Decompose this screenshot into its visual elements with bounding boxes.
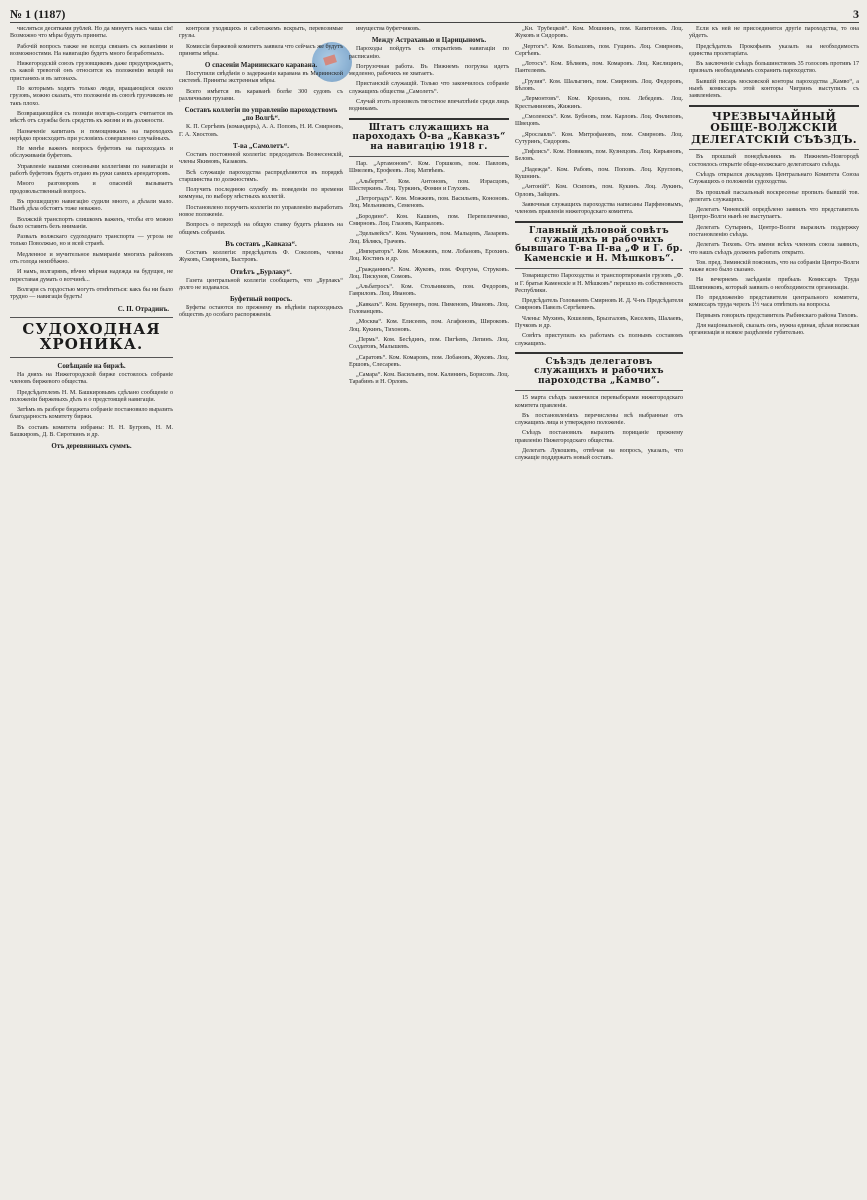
subheading: Отвѣтъ „Бурлаку“. [230, 267, 292, 276]
crew-entry: „Москва“. Ком. Елисеевъ, пом. Агафоновъ, Широковъ. Лоц. Кукинъ, Тихоновъ. [349, 319, 509, 333]
paragraph: контроля уходящихъ и саботажемъ вскрыть, перевозимые грузы. [179, 26, 343, 40]
subheading: Въ составъ „Кавказа“. [225, 239, 297, 248]
paragraph: Въ заключеніе съѣздъ большинствомъ 35 голосовъ противъ 17 призналъ необходимымъ сохранить пароходство. [689, 61, 859, 75]
paragraph: Назначеніе капитанъ и помощникамъ на пароходахъ нерѣдко происходитъ при условіяхъ совершенно случайныхъ. [10, 128, 173, 142]
crew-entry: „Ярославль“. Ком. Митрофановъ, пом. Смирновъ. Лоц. Сутуринъ, Сидоровъ. [515, 131, 683, 145]
subheading: О спасеніи Мариинскаго каравана. [204, 61, 318, 70]
crew-entry: „Лермонтовъ“. Ком. Крохинъ, пом. Лебедевъ. Лоц. Крестьяниновъ, Жижинъ. [515, 96, 683, 110]
author-signature: С. П. Отрадинъ. [117, 304, 169, 313]
crew-entry: „Самара“. Ком. Васильевъ, пом. Калининъ, Борисовъ. Лоц. Тарабинъ и Н. Орловъ. [349, 372, 509, 386]
paragraph: Вопросъ о переходѣ на общую ставку будетъ рѣшенъ на общемъ собраніи. [179, 222, 343, 236]
paragraph: Рабочій вопросъ также не всегда связанъ съ желаніями и возможностями. На навигацію будетъ много безработныхъ. [10, 43, 173, 57]
paragraph: Тов. пред. Зиминскій пояснилъ, что на собраніи Центро-Волги также ясно было сказано. [689, 259, 859, 274]
crew-entry: „Кавказъ“. Ком. Бруннеръ, пом. Пименовъ, Ивановъ. Лоц. Голованцевъ. [349, 301, 509, 316]
paragraph: числяться десятками рублей. Но да минуетъ насъ чаша сія! Возможно что мѣры будутъ приняты. [10, 26, 173, 40]
paragraph: Не менѣе важенъ вопросъ буфетовъ на пароходахъ и обслуживанія буфетовъ. [10, 146, 173, 160]
crew-entry: „Чертогъ“. Ком. Большовъ, пом. Гущинъ. Лоц. Смирновъ, Сергѣевъ. [515, 43, 683, 57]
divider [515, 221, 683, 223]
paragraph: На вечернемъ засѣданіи прибыль Комиссаръ Труда Шляпниковъ, который заявилъ о необходимости организаціи. [689, 277, 859, 291]
divider [689, 149, 859, 150]
divider [515, 268, 683, 269]
paragraph: Совѣтъ приступилъ къ работамъ съ полнымъ составомъ служащихъ. [515, 333, 683, 347]
crew-entry: „Бородино“. Ком. Кашинъ, пом. Перепеличенко, Смирновъ. Лоц. Глазовъ, Капраловъ. [349, 213, 509, 228]
paragraph: Съѣздъ открылся докладомъ Центральнаго Комитета Союза Служащихъ о положеніи судоходства. [689, 171, 859, 186]
page-number: 3 [853, 6, 859, 21]
subheading: Составъ коллегіи по управленію пароходствомъ „по Волгѣ“. [184, 106, 338, 123]
crew-entry: „Надежда“. Ком. Рабовъ, пом. Поповъ. Лоц. Кругловъ, Кушнинъ. [515, 166, 683, 181]
crew-entry: „Лотосъ“. Ком. Бѣляевъ, пом. Комаровъ. Лоц. Кислицинъ, Пантелеевъ. [515, 61, 683, 75]
paragraph: Делегатъ Лукошевъ, отвѣчая на вопросъ, указалъ, что служащіе поддержатъ новый составъ. [515, 448, 683, 462]
divider [349, 118, 509, 120]
paragraph: Товарищество Пароходства и транспортированія грузовъ „Ф. и Г. братья Каменскіе и Н. Мѣшковъ“ перешло въ собственность Республики. [515, 273, 683, 294]
paragraph: Всего имѣется въ караванѣ болѣе 300 судовъ съ различными грузами. [179, 88, 343, 103]
paragraph: Много разговоровъ и опасеній вызываетъ продовольственный вопросъ. [10, 181, 173, 195]
crew-entry: „Эдельвейсъ“. Ком. Чуманинъ, пом. Мальцевъ, Лазаревъ. Лоц. Бѣлякъ, Грачевъ. [349, 231, 509, 245]
paragraph: Делегатъ Чиневскій опредѣлено заявилъ что представитель Центро-Волги нынѣ не выступаетъ. [689, 207, 859, 221]
subheading: Буфетный вопросъ. [229, 295, 293, 304]
section-headline: ЧРЕЗВЫЧАЙНЫЙ ОБЩЕ-ВОЛЖСКІЙ ДЕЛЕГАТСКІЙ СЪѢЗДЪ. [691, 109, 857, 146]
column-5 [689, 26, 859, 1192]
divider [10, 357, 173, 358]
paragraph: Получить последнюю службу въ поведеніи по времени коммуны, по выбору мѣстныхъ коллегій. [179, 187, 343, 201]
crew-entry: „Грузия“. Ком. Шалыгинъ, пом. Смирновъ. Лоц. Федоровъ, Бѣловъ. [515, 78, 683, 93]
paragraph: Затѣмъ въ разборе бюджета собраніе постановило выразить благодарность комитету биржи. [10, 407, 173, 421]
crew-entry: „Альберти“. Ком. Антоновъ, пом. Израсцовъ, Шестеркинъ. Лоц. Туркинъ, Фомин и Глуховъ. [349, 178, 509, 192]
paragraph: Управленіе нашими союзными коллегіями по навигаціи и работѣ буфетовъ будетъ отдано въ руки самихъ арендаторовъ. [10, 163, 173, 178]
crew-entry: „Альбатросъ“. Ком. Стольниковъ, пом. Федоровъ, Гавриловъ. Лоц. Ивановъ. [349, 284, 509, 298]
paragraph: Въ прошлый пасхальный воскресенье пропилъ бывшій тов. делегатъ служащихъ. [689, 189, 859, 203]
section-headline: Главный дѣловой совѣтъ служащихъ и рабочихъ бывшаго Т-ва П-ва „Ф и Г. бр. Каменскіе и Н. Мѣшковъ“. [515, 225, 683, 264]
divider [515, 352, 683, 354]
column-4 [515, 26, 683, 1192]
paragraph: Въ прошедшую навигацію судили много, а дѣлали мало. Нынѣ дѣла обстоятъ тоже неважно. [10, 198, 173, 213]
crew-entry: „Смоленскъ“. Ком. Бубновъ, пом. Карловъ. Лоц. Филиповъ, Швецовъ. [515, 113, 683, 128]
paragraph: Случай этотъ произвелъ тягостное впечатлѣніе среди лицъ водникамъ. [349, 99, 509, 113]
paragraph: Делегатъ Сутыринъ, Центро-Волги выразилъ поддержку постановленію съѣзда. [689, 224, 859, 238]
paragraph: Медленное и мучительное вымираніе многихъ районовъ отъ голода неизбѣжно. [10, 251, 173, 266]
crew-entry: „Петроградъ“. Ком. Можжевъ, пом. Васильевъ, Кононовъ. Лоц. Мельниковъ, Семеновъ. [349, 196, 509, 210]
crew-entry: „Саратовъ“. Ком. Комаровъ, пом. Лобановъ, Жуковъ. Лоц. Ершовъ, Слесаревъ. [349, 354, 509, 368]
paragraph: Члены: Мухинъ, Кошелевъ, Брызгаловъ, Киселевъ, Шалаевъ, Пучковъ и др. [515, 315, 683, 330]
subheading: Отъ деревянныхъ суммъ. [51, 442, 132, 451]
paragraph: Буфеты остаются по прежнему въ вѣдѣніи пароходныхъ обществъ до особаго распоряженія. [179, 305, 343, 319]
paragraph: Въ постановленіяхъ перечислены всѣ выбранные отъ служащихъ лица и утверждено положеніе. [515, 412, 683, 427]
paragraph: Въ составъ комитета избраны: Н. Н. Бугровъ, Н. М. Башкировъ, Д. В. Сироткинъ и др. [10, 424, 173, 439]
paragraph: Пристанскій служащій. Только что закончилось собраніе служащихъ общества „Самолетъ“. [349, 81, 509, 95]
paragraph: Пароходы пойдутъ съ открытіемъ навигаціи по расписанію. [349, 46, 509, 60]
crew-entry: „Тифлисъ“. Ком. Новиковъ, пом. Кузнецовъ. Лоц. Кирьяновъ, Беловъ. [515, 149, 683, 163]
crew-entry: „Пермь“. Ком. Бесѣдинъ, пом. Пигѣевъ, Лепинъ. Лоц. Солдатовъ, Малышевъ. [349, 336, 509, 351]
paragraph: Нижегородскій союзъ грузовщиковъ даже предупреждаетъ, съ какой тревогой онъ относится къ положенію вещей на пристаняхъ и въ затонахъ. [10, 61, 173, 82]
paragraph: По которымъ ходятъ только люди, вращающіеся около грузовъ, можно сказать, что положеніе въ союзѣ грузчиковъ не такъ плохо. [10, 86, 173, 107]
section-headline: СУДОХОДНАЯ ХРОНИКА. [22, 319, 161, 354]
subheading: Совѣщаніе на биржѣ. [57, 362, 126, 370]
column-3 [349, 26, 509, 1192]
paragraph: Съѣздъ постановилъ выразить порицаніе прежнему правленію Нижегородскаго общества. [515, 430, 683, 444]
crew-entry: „Антоній“. Ком. Осиповъ, пом. Кукинъ. Лоц. Лукинъ, Орловъ, Зайцевъ. [515, 184, 683, 198]
paragraph: Волгари съ гордостью могутъ отмѣтиться: какъ бы ни было трудно — навигація будетъ! [10, 286, 173, 301]
column-2 [179, 26, 343, 1192]
paragraph: Предсѣдателемъ Н. М. Башкировымъ сдѣлано сообщеніе о положеніи биржевыхъ дѣлъ и о предстоящей навигаціи. [10, 389, 173, 403]
paragraph: Волжскій транспортъ слишкомъ важенъ, чтобы его можно было оставить безъ вниманія. [10, 216, 173, 230]
paragraph: Постановлено поручить коллегіи по управленію выработать новое положеніе. [179, 204, 343, 219]
crew-entry: Пар. „Артамоновъ“. Ком. Горшковъ, пом. Павловъ, Шмелевъ, Ерофеевъ. Лоц. Матвѣевъ. [349, 160, 509, 175]
paragraph: Поступили свѣдѣнія о задержаніи каравана въ Мариинской системѣ. Приняты экстренныя мѣры. [179, 71, 343, 85]
paragraph: Если къ ней не присоединятся другіе пароходства, то она уйдетъ. [689, 26, 859, 40]
issue-number: № 1 (1187) [10, 6, 66, 21]
paragraph: Газета центральной коллегіи сообщаетъ, что „Бурлакъ“ долго не издавался. [179, 277, 343, 291]
subheading: Между Астраханью и Царицыномъ. [371, 36, 487, 45]
section-headline: Съѣздъ делегатовъ служащихъ и рабочихъ пароходства „Камво“. [534, 356, 664, 386]
paragraph: Развалъ волжскаго судоходнаго транспорта — угроза не только Поволжью, но и всей странѣ. [10, 234, 173, 248]
crew-entry: „Кн. Трубецкой“. Ком. Мошнинъ, пом. Капитоновъ. Лоц. Жуковъ и Сидоровъ. [515, 26, 683, 40]
paragraph: Составъ постоянной коллегіи: председатель Вознесенскій, члены Якимовъ, Казаковъ. [179, 151, 343, 166]
paragraph: По предложенію представителя центрального комитета, комиссаръ труда черезъ 1½ часа отвѣтилъ на вопросы. [689, 295, 859, 309]
paragraph: 15 марта съѣздъ закончился перевыборами нижегородскаго комитета правленія. [515, 395, 683, 409]
subheading: Т-ва „Самолетъ“. [233, 141, 289, 150]
paragraph: И намъ, волгарямъ, вѣчно мѣрная надежда на будущее, не переставая думать о вотчинѣ... [10, 269, 173, 283]
divider [515, 390, 683, 391]
paragraph: К. П. Сергѣевъ (командиръ), А. А. Поповъ, Н. И. Смирновъ, Г. А. Хвостовъ. [179, 124, 343, 138]
section-headline: Штатъ служащихъ на пароходахъ О-ва „Кавказъ“ на навигацію 1918 г. [352, 122, 506, 152]
paragraph: Въ прошлый понедѣльникъ въ Нижнемъ-Новгородѣ состоялось открытіе обще-волжскаго делегатскаго съѣзда. [689, 154, 859, 168]
paragraph: Первымъ говорилъ представитель Рыбинскаго района Тиховъ. [696, 312, 858, 319]
crew-entry: „Императоръ“. Ком. Можжевъ, пом. Лобановъ, Ерохинъ. Лоц. Костинъ и др. [349, 248, 509, 263]
divider [689, 105, 859, 107]
paragraph: Предсѣдатель Прокофьевъ указалъ на необходимость единства пролетаріата. [689, 43, 859, 57]
paragraph: Заявочныя служащихъ пароходства написаны Парфеновымъ, членомъ правленія нижегородскаго комитета. [515, 201, 683, 216]
paragraph: Делегатъ Тиховъ. Отъ имени всѣхъ членовъ союза заявилъ, что нашъ съѣздъ долженъ работать открыто. [689, 242, 859, 256]
paragraph: Возвращающійся съ позиціи волгарь-солдатъ считается въ мѣстѣ отъ службы безъ средствъ къ жизни и въ должности. [10, 110, 173, 125]
paragraph: Всѣ служащіе пароходства распредѣляются въ порядкѣ старшинства по должностямъ. [179, 169, 343, 183]
crew-entry: „Гражданинъ“. Ком. Жуковъ, пом. Фортуна, Струковъ. Лоц. Пискунов, Сомовъ. [349, 266, 509, 280]
paragraph: Комиссія биржевой комитетъ заявила что сейчасъ же будутъ приняты мѣры. [179, 43, 343, 57]
paragraph: Для національной, сказалъ онъ, нужна единая, цѣлая волжская организація и всякое раздѣленіе губительно. [689, 322, 859, 337]
paragraph: Составъ коллегіи: предсѣдатель Ф. Соколовъ, члены Жуковъ, Смирновъ, Быстровъ. [179, 249, 343, 264]
paragraph: имущества буфетчиковъ. [356, 26, 421, 32]
page-header [10, 6, 859, 23]
paragraph: Погрузочная работа. Въ Нижнемъ погрузка идетъ медленно, рабочихъ не хватаетъ. [349, 63, 509, 78]
divider [349, 156, 509, 157]
paragraph: Бывшій писарь московской конторы пароходства „Камво“, а нынѣ комиссаръ этой конторы Чигринъ выступилъ съ заявленіемъ. [689, 78, 859, 100]
paragraph: На дняхъ на Нижегородской бирже состоялось собраніе членовъ биржевого общества. [10, 372, 173, 386]
paragraph: Предсѣдатель Голованевъ Смирновъ И. Д. Ч-нъ Предсѣдателя Смирновъ Павелъ Сергѣевичъ. [515, 298, 683, 312]
column-1 [10, 26, 173, 1192]
divider [10, 317, 173, 318]
